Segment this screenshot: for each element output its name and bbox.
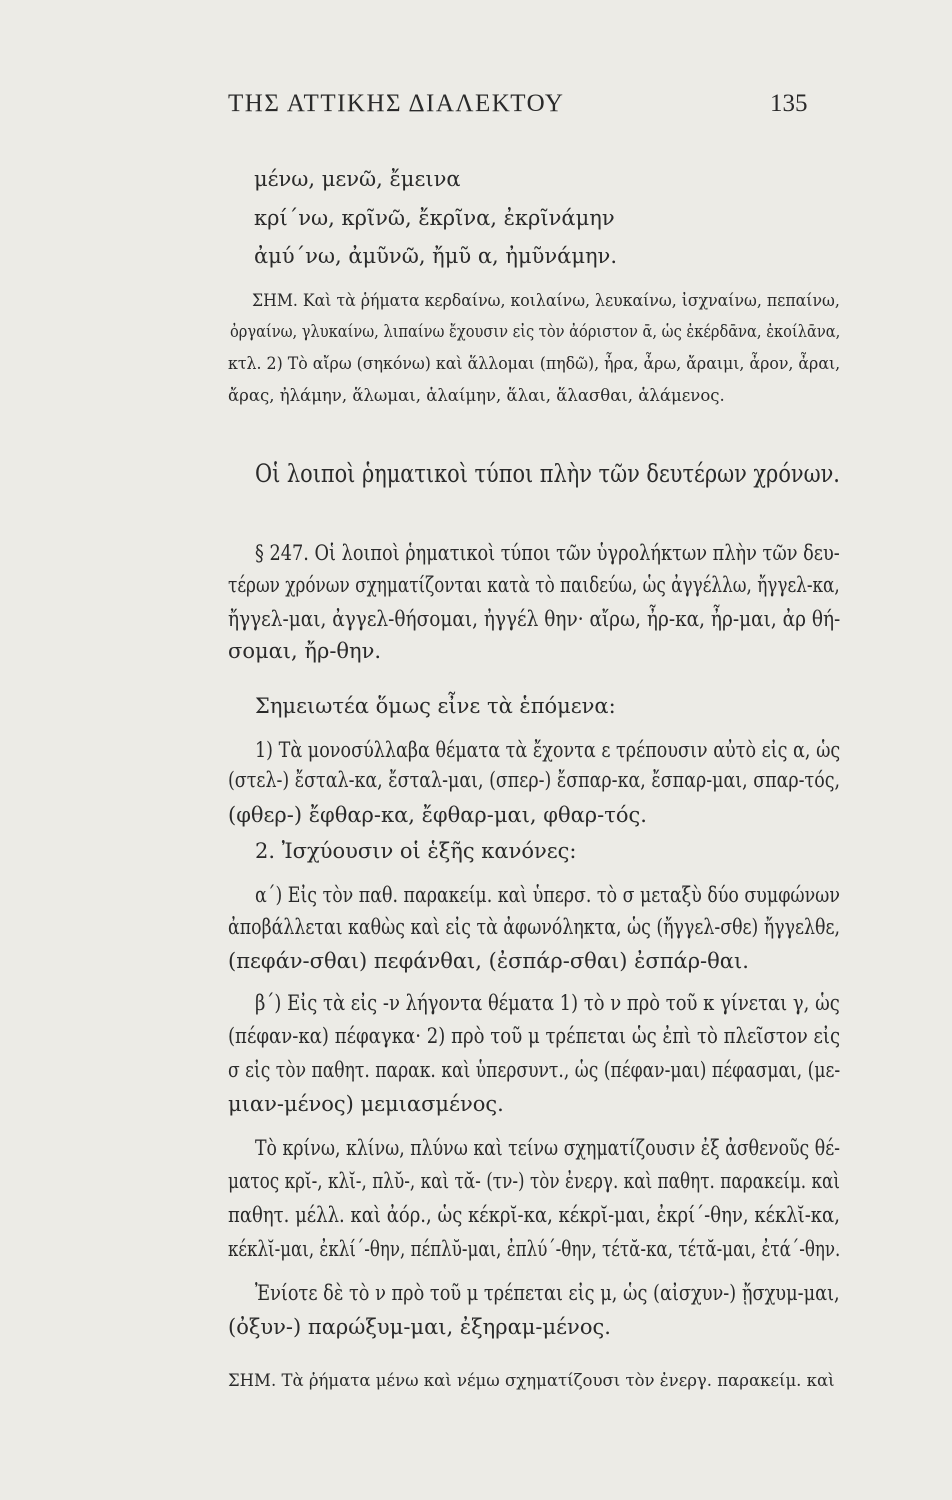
text-line: (πέφαν-κα) πέφαγκα· 2) πρὸ τοῦ μ τρέπεται ὡς ἐπὶ τὸ πλεῖστον εἰς [228, 1024, 841, 1048]
text-line: Τὸ κρίνω, κλίνω, πλύνω καὶ τείνω σχηματίζουσιν ἐξ ἀσθενοῦς θέ- [255, 1136, 841, 1160]
text-line: μένω, μενῶ, ἔμεινα [254, 167, 461, 191]
text-line: σ εἰς τὸν παθητ. παρακ. καὶ ὑπερσυντ., ὡς (πέφαν-μαι) πέφασμαι, (με- [228, 1058, 841, 1082]
text-line: κρί΄νω, κρῖνῶ, ἔκρῖνα, ἐκρῖνάμην [254, 206, 615, 230]
text-line: β΄) Εἰς τὰ εἰς -ν λήγοντα θέματα 1) τὸ ν πρὸ τοῦ κ γίνεται γ, ὡς [255, 991, 840, 1015]
text-line: παθητ. μέλλ. καὶ ἀόρ., ὡς κέκρῐ-κα, κέκρῐ-μαι, ἐκρί΄-θην, κέκλῐ-κα, [228, 1203, 840, 1227]
text-line: (φθερ-) ἔφθαρ-κα, ἔφθαρ-μαι, φθαρ-τός. [228, 803, 647, 827]
section-heading: Οἱ λοιποὶ ῥηματικοὶ τύποι πλὴν τῶν δευτέρων χρόνων. [255, 459, 840, 488]
text-line: ἀμύ΄νω, ἀμῦνῶ, ἤμῦ α, ἠμῦνάμην. [254, 244, 617, 268]
text-line: 2. Ἰσχύουσιν οἱ ἑξῆς κανόνες: [255, 839, 577, 863]
running-header [0, 88, 952, 128]
text-line: (ὀξυν-) παρώξυμ-μαι, ἐξηραμ-μένος. [228, 1315, 611, 1339]
text-line: ματος κρῐ-, κλῐ-, πλῠ-, καὶ τᾰ- (τν-) τὸν ἐνεργ. καὶ παθητ. παρακείμ. καὶ [228, 1169, 840, 1193]
text-line: τέρων χρόνων σχηματίζονται κατὰ τὸ παιδεύω, ὡς ἀγγέλλω, ἤγγελ-κα, [228, 573, 840, 597]
text-line: α΄) Εἰς τὸν παθ. παρακείμ. καὶ ὑπερσ. τὸ σ μεταξὺ δύο συμφώνων [255, 883, 840, 907]
text-line: (στελ-) ἔσταλ-κα, ἔσταλ-μαι, (σπερ-) ἔσπαρ-κα, ἔσπαρ-μαι, σπαρ-τός, [228, 768, 841, 792]
text-line: ΣΗΜ. Καὶ τὰ ῥήματα κερδαίνω, κοιλαίνω, λευκαίνω, ἰσχναίνω, πεπαίνω, [252, 291, 840, 310]
text-line: Σημειωτέα ὅμως εἶνε τὰ ἑπόμενα: [255, 694, 616, 718]
text-line: ἀποβάλλεται καθὼς καὶ εἰς τὰ ἀφωνόληκτα, ὡς (ἤγγελ-σθε) ἤγγελθε, [228, 915, 840, 939]
text-line: κέκλῐ-μαι, ἐκλί΄-θην, πέπλῠ-μαι, ἐπλύ΄-θην, τέτᾰ-κα, τέτᾰ-μαι, ἐτά΄-θην. [228, 1237, 841, 1261]
text-line: (πεφάν-σθαι) πεφάνθαι, (ἐσπάρ-σθαι) ἐσπάρ-θαι. [228, 949, 749, 973]
text-line: ΣΗΜ. Τὰ ῥήματα μένω καὶ νέμω σχηματίζουσι τὸν ἐνεργ. παρακείμ. καὶ [228, 1371, 835, 1390]
text-line: ὀργαίνω, γλυκαίνω, λιπαίνω ἔχουσιν εἰς τὸν ἀόριστον ᾱ, ὡς ἐκέρδᾱνα, ἐκοίλᾱνα, [230, 322, 841, 341]
text-line: κτλ. 2) Τὸ αἴρω (σηκόνω) καὶ ἅλλομαι (πηδῶ), ἦρα, ἆρω, ἄραιμι, ἆρον, ἆραι, [228, 354, 841, 373]
text-line: § 247. Οἱ λοιποὶ ῥηματικοὶ τύποι τῶν ὑγρολήκτων πλὴν τῶν δευ- [255, 541, 840, 565]
text-line: ἄρας, ἠλάμην, ἅλωμαι, ἁλαίμην, ἅλαι, ἅλασθαι, ἁλάμενος. [228, 386, 725, 405]
text-line: σομαι, ἤρ-θην. [228, 639, 382, 663]
text-line: Ἐνίοτε δὲ τὸ ν πρὸ τοῦ μ τρέπεται εἰς μ, ὡς (αἰσχυν-) ᾔσχυμ-μαι, [255, 1281, 840, 1305]
text-line: 1) Τὰ μονοσύλλαβα θέματα τὰ ἔχοντα ε τρέπουσιν αὐτὸ εἰς α, ὡς [255, 738, 841, 762]
text-line: μιαν-μένος) μεμιασμένος. [228, 1092, 504, 1116]
header-title: ΤΗΣ ΑΤΤΙΚΗΣ ΔΙΑΛΕΚΤΟΥ [228, 90, 565, 117]
text-line: ἤγγελ-μαι, ἀγγελ-θήσομαι, ἠγγέλ θην· αἴρω, ἦρ-κα, ἦρ-μαι, ἀρ θή- [228, 607, 841, 631]
page-number: 135 [770, 90, 808, 117]
